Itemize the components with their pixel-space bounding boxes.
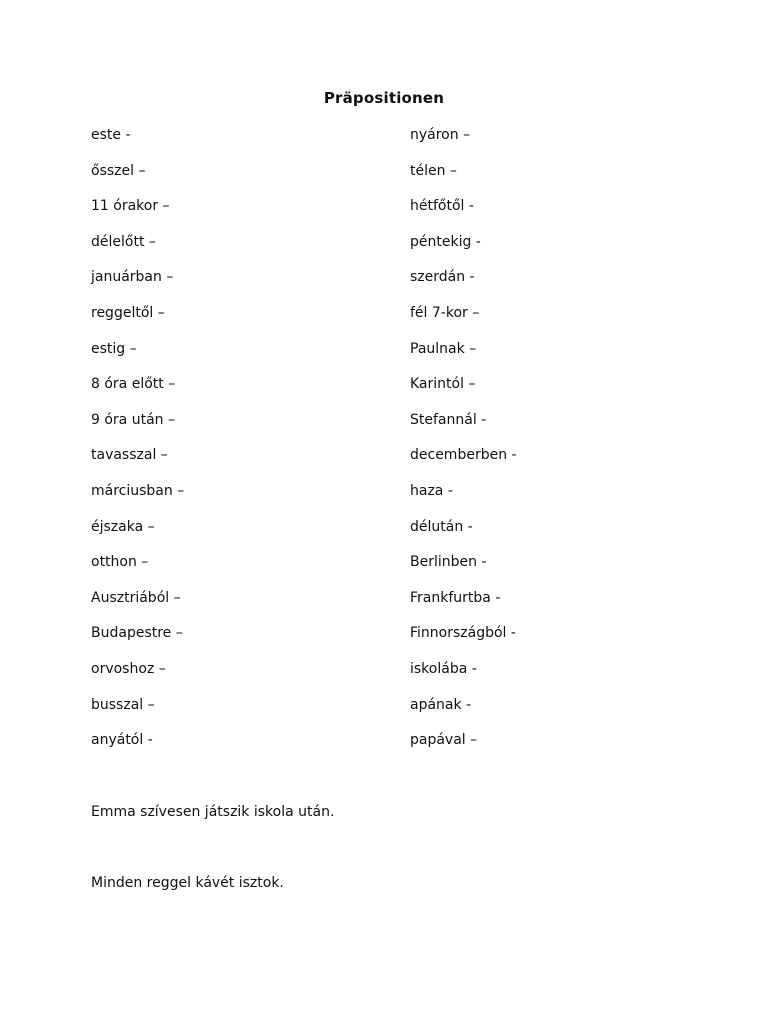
word-right: hétfőtől - (410, 198, 474, 215)
list-item (0, 267, 768, 303)
word-left: orvoshoz – (91, 660, 166, 677)
list-item (0, 659, 768, 695)
word-left: 9 óra után – (91, 411, 175, 428)
word-right: fél 7-kor – (410, 304, 480, 321)
list-item (0, 232, 768, 268)
list-item (0, 730, 768, 766)
word-right: télen – (410, 162, 457, 179)
page-title: Präpositionen (323, 89, 445, 107)
word-left: 11 órakor – (91, 198, 170, 215)
word-left: januárban – (91, 269, 174, 286)
list-item (0, 588, 768, 624)
word-left: este - (91, 127, 131, 143)
word-right: apának - (410, 696, 472, 713)
list-item (0, 695, 768, 731)
list-item (0, 623, 768, 659)
list-item (0, 410, 768, 446)
word-left: ősszel – (91, 162, 146, 179)
word-left: Ausztriából – (91, 589, 181, 606)
word-right: nyáron – (410, 127, 471, 143)
list-item (0, 161, 768, 197)
word-left: otthon – (91, 554, 149, 571)
word-right: Karintól – (410, 376, 476, 393)
word-right: Stefannál - (410, 411, 487, 428)
list-item (0, 445, 768, 481)
word-left: anyától - (91, 732, 153, 749)
list-item (0, 374, 768, 410)
list-item (0, 481, 768, 517)
word-left: tavasszal – (91, 447, 168, 464)
list-item (0, 552, 768, 588)
example-sentence: Emma szívesen játszik iskola után. (91, 804, 335, 820)
list-item (0, 196, 768, 232)
word-right: Berlinben - (410, 554, 487, 571)
list-item (0, 125, 768, 161)
word-right: délután - (410, 518, 473, 535)
word-right: Frankfurtba - (410, 589, 501, 606)
word-right: papával – (410, 732, 478, 749)
word-list (0, 125, 768, 766)
word-right: péntekig - (410, 233, 481, 250)
word-right: szerdán - (410, 269, 475, 286)
word-right: Paulnak – (410, 340, 477, 357)
word-right: decemberben - (410, 447, 517, 464)
list-item (0, 339, 768, 375)
word-right: iskolába - (410, 660, 477, 677)
word-left: Budapestre – (91, 625, 183, 642)
word-left: busszal – (91, 696, 155, 713)
word-left: éjszaka – (91, 518, 155, 535)
word-left: reggeltől – (91, 304, 165, 321)
list-item (0, 517, 768, 553)
word-left: estig – (91, 340, 137, 357)
example-sentence: Minden reggel kávét isztok. (91, 875, 284, 891)
word-right: Finnországból - (410, 625, 516, 642)
word-right: haza - (410, 482, 453, 499)
list-item (0, 303, 768, 339)
word-left: délelőtt – (91, 233, 156, 250)
word-left: márciusban – (91, 482, 185, 499)
word-left: 8 óra előtt – (91, 376, 176, 393)
